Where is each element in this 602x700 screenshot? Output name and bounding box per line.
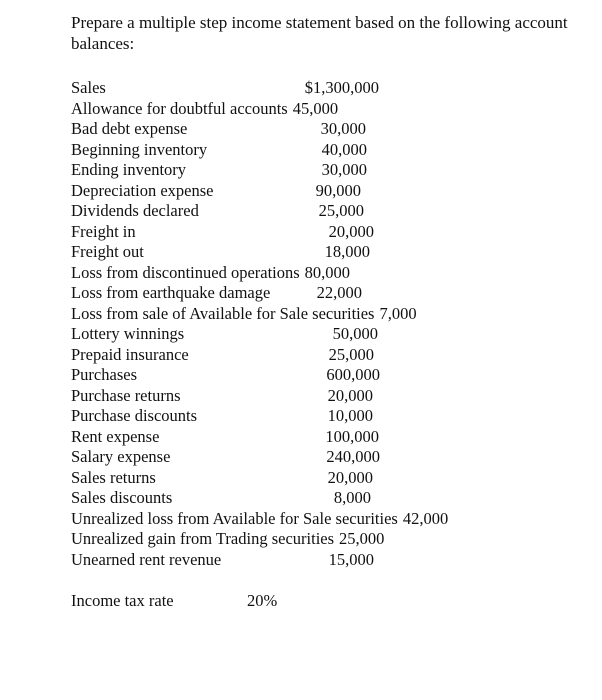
account-label: Depreciation expense [71, 180, 214, 200]
account-value: 90,000 [315, 180, 361, 200]
account-label: Prepaid insurance [71, 344, 189, 364]
account-row [71, 324, 378, 344]
account-value: 25,000 [339, 529, 385, 548]
account-row [71, 447, 380, 467]
account-value: 30,000 [320, 119, 366, 138]
account-label: Purchase discounts [71, 406, 198, 425]
account-label: Loss from earthquake damage [71, 283, 271, 302]
account-value: $1,300,000 [304, 78, 379, 97]
account-value: 25,000 [318, 201, 364, 220]
account-label: Sales [71, 78, 106, 97]
account-label: Unearned rent revenue [71, 549, 222, 569]
account-label: Salary expense [71, 447, 171, 466]
account-label: Allowance for doubtful accounts [71, 98, 288, 118]
account-row [71, 427, 379, 447]
account-value: 100,000 [325, 426, 379, 446]
account-row [71, 509, 448, 529]
account-value: 42,000 [402, 508, 449, 528]
account-value: 600,000 [326, 365, 380, 384]
account-label: Purchases [71, 365, 137, 384]
tax-rate-label: Income tax rate [71, 591, 174, 610]
account-row [71, 283, 362, 303]
account-value: 7,000 [379, 303, 417, 323]
account-value: 80,000 [304, 262, 351, 282]
account-value: 45,000 [292, 98, 339, 118]
account-row [71, 468, 373, 488]
account-row [71, 386, 373, 406]
account-value: 40,000 [321, 139, 367, 159]
account-value: 30,000 [321, 160, 367, 179]
account-value: 20,000 [327, 385, 373, 405]
account-label: Freight out [71, 242, 144, 261]
account-row [71, 222, 374, 242]
account-value: 15,000 [328, 549, 374, 569]
account-row [71, 140, 367, 160]
account-label: Freight in [71, 221, 136, 241]
account-value: 20,000 [328, 221, 374, 241]
account-row [71, 201, 364, 221]
account-label: Lottery winnings [71, 324, 185, 343]
account-row [71, 263, 350, 283]
account-row [71, 406, 373, 426]
account-value: 10,000 [327, 406, 373, 425]
account-label: Beginning inventory [71, 139, 208, 159]
account-value: 240,000 [326, 447, 380, 466]
account-row [71, 160, 367, 180]
account-label: Sales returns [71, 467, 156, 487]
account-row [71, 365, 380, 385]
account-row [71, 304, 417, 324]
account-value: 18,000 [324, 242, 370, 261]
account-value: 22,000 [316, 283, 362, 302]
tax-rate-row [71, 591, 278, 611]
account-row [71, 99, 338, 119]
account-row [71, 78, 379, 98]
account-label: Loss from sale of Available for Sale securities [71, 303, 375, 323]
account-label: Bad debt expense [71, 119, 188, 138]
account-row [71, 181, 361, 201]
account-value: 8,000 [333, 488, 371, 507]
account-row [71, 345, 374, 365]
account-label: Dividends declared [71, 201, 199, 220]
account-label: Loss from discontinued operations [71, 262, 300, 282]
tax-rate-value: 20% [247, 591, 278, 610]
account-label: Sales discounts [71, 488, 173, 507]
account-row [71, 488, 371, 508]
account-label: Unrealized loss from Available for Sale securities [71, 508, 398, 528]
account-value: 50,000 [332, 324, 378, 343]
account-label: Unrealized gain from Trading securities [71, 529, 335, 548]
account-label: Rent expense [71, 426, 160, 446]
instructions-text: Prepare a multiple step income statement based on the following account balances: [71, 13, 568, 53]
account-label: Purchase returns [71, 385, 181, 405]
account-row [71, 550, 374, 570]
account-row [71, 242, 370, 262]
account-row [71, 529, 384, 549]
account-row [71, 119, 366, 139]
account-label: Ending inventory [71, 160, 187, 179]
account-value: 25,000 [328, 344, 374, 364]
account-value: 20,000 [327, 467, 373, 487]
